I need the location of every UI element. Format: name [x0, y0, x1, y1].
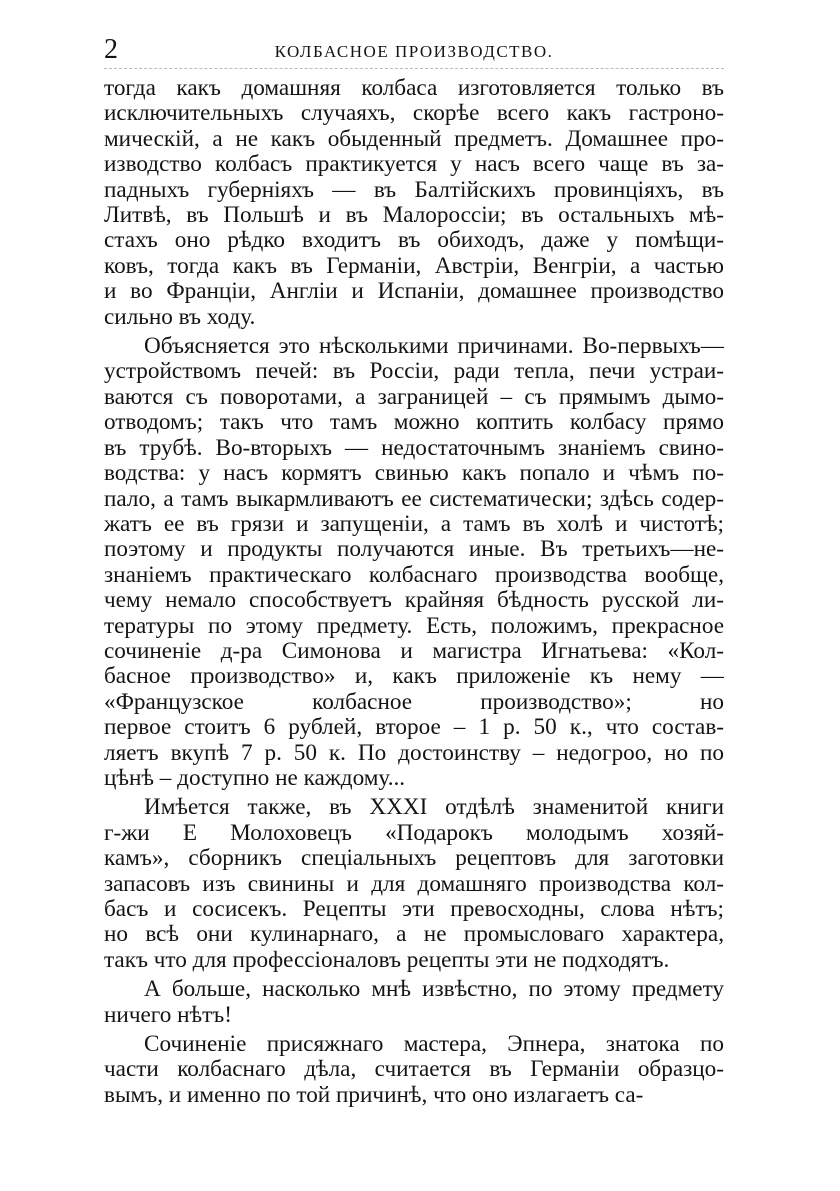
- paragraph: [104, 334, 724, 791]
- text-line: и во Франціи, Англіи и Испаніи, домашнее производство: [104, 278, 724, 305]
- text-line: но всѣ они кулинарнаго, а не промысловаго характера,: [104, 921, 724, 948]
- text-line: г-жи Е Молоховецъ «Подарокъ молодымъ хозяй-: [104, 819, 724, 846]
- text-line: Имѣется также, въ XXXI отдѣлѣ знаменитой книги: [144, 794, 724, 821]
- page-header: [104, 36, 724, 72]
- page-number: 2: [104, 34, 118, 65]
- paragraph: [104, 977, 724, 1028]
- text-line: сильно въ ходу.: [104, 303, 256, 330]
- paragraph: [104, 795, 724, 973]
- text-line: басное производство» и, какъ приложеніе къ нему —: [104, 663, 724, 690]
- text-line: Сочиненіе присяжнаго мастера, Эпнера, знатока по: [144, 1031, 724, 1058]
- text-line: исключительныхъ случаяхъ, скорѣе всего какъ гастроно-: [104, 100, 724, 127]
- text-line: водства: у насъ кормятъ свинью какъ попало и чѣмъ по-: [104, 460, 724, 487]
- text-line: запасовъ изъ свинины и для домашняго производства кол-: [104, 870, 724, 897]
- text-line: «Французское колбасное производство»; но: [104, 688, 724, 715]
- text-line: ничего нѣтъ!: [104, 1001, 232, 1028]
- text-line: части колбаснаго дѣла, считается въ Германіи образцо-: [104, 1056, 724, 1083]
- text-line: Объясняется это нѣсколькими причинами. Во-первыхъ—: [144, 333, 724, 360]
- text-line: жатъ ее въ грязи и запущеніи, а тамъ въ холѣ и чистотѣ;: [104, 510, 724, 537]
- text-line: А больше, насколько мнѣ извѣстно, по этому предмету: [144, 976, 724, 1003]
- text-line: сочиненіе д-ра Симонова и магистра Игнатьева: «Кол-: [104, 637, 724, 664]
- text-line: тературы по этому предмету. Есть, положимъ, прекрасное: [104, 612, 724, 639]
- text-line: цѣнѣ – доступно не каждому...: [104, 764, 406, 791]
- text-line: вымъ, и именно по той причинѣ, что оно излагаетъ са-: [104, 1081, 644, 1108]
- text-line: стахъ оно рѣдко входитъ въ обиходъ, даже у помѣщи-: [104, 227, 724, 254]
- text-line: камъ», сборникъ спеціальныхъ рецептовъ для заготовки: [104, 845, 724, 872]
- text-line: тогда какъ домашняя колбаса изготовляется только въ: [104, 75, 724, 101]
- header-divider: [104, 68, 724, 69]
- running-title: КОЛБАСНОЕ ПРОИЗВОДСТВО.: [274, 42, 554, 61]
- text-line: падныхъ губерніяхъ — въ Балтійскихъ провинціяхъ, въ: [104, 176, 724, 203]
- text-line: отводомъ; такъ что тамъ можно коптить колбасу прямо: [104, 409, 724, 436]
- text-line: въ трубѣ. Во-вторыхъ — недостаточнымъ знаніемъ свино-: [104, 434, 724, 461]
- body-text: [104, 76, 724, 1112]
- text-line: знаніемъ практическаго колбаснаго производства вообще,: [104, 561, 724, 588]
- text-line: чему немало способствуетъ крайняя бѣдность русской ли-: [104, 587, 724, 614]
- text-line: мическій, а не какъ обыденный предметъ. Домашнее про-: [104, 125, 724, 152]
- text-line: такъ что для профессіоналовъ рецепты эти не подходятъ.: [104, 946, 670, 973]
- text-line: ляетъ вкупѣ 7 р. 50 к. По достоинству – недогроо, но по: [104, 739, 724, 766]
- text-line: первое стоитъ 6 рублей, второе – 1 р. 50 к., что состав-: [104, 714, 724, 741]
- text-line: изводство колбасъ практикуется у насъ всего чаще въ за-: [104, 151, 724, 178]
- paragraph: [104, 76, 724, 330]
- paragraph: [104, 1032, 724, 1108]
- text-line: устройствомъ печей: въ Россіи, ради тепла, печи устраи-: [104, 358, 724, 385]
- text-line: ковъ, тогда какъ въ Германіи, Австріи, Венгріи, а частью: [104, 252, 724, 279]
- text-line: пало, а тамъ выкармливаютъ ее систематически; здѣсь содер-: [104, 485, 724, 512]
- text-line: басъ и сосисекъ. Рецепты эти превосходны, слова нѣтъ;: [104, 896, 724, 922]
- text-line: ваются съ поворотами, а заграницей – съ прямымъ дымо-: [104, 383, 724, 410]
- text-line: поэтому и продукты получаются иные. Въ третьихъ—не-: [104, 536, 724, 563]
- text-line: Литвѣ, въ Польшѣ и въ Малороссіи; въ остальныхъ мѣ-: [104, 202, 724, 229]
